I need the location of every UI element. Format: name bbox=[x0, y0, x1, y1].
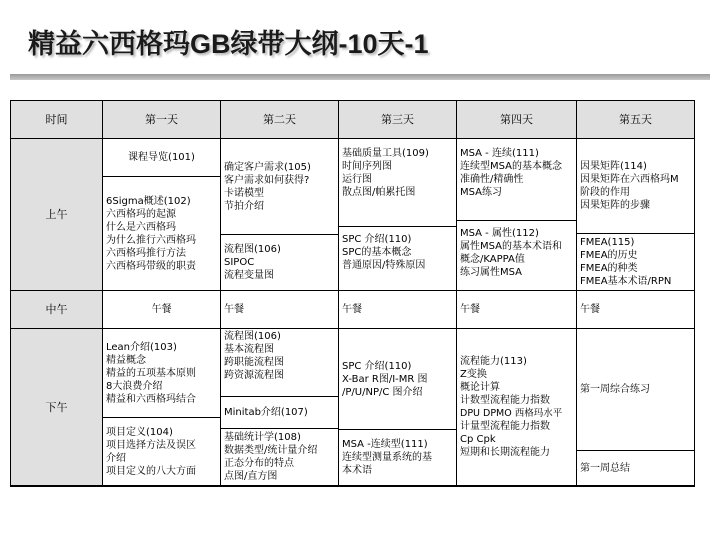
cell-line: 8大浪费介绍 bbox=[106, 380, 163, 392]
header-day2: 第二天 bbox=[220, 100, 339, 139]
cell-line: FMEA(115) bbox=[580, 237, 635, 248]
cell-line: 时间序列图 bbox=[342, 161, 392, 172]
cell-line: 介绍 bbox=[106, 452, 126, 464]
cell-line: 基础质量工具(109) bbox=[342, 148, 429, 159]
cell-line: 练习属性MSA bbox=[460, 267, 523, 278]
cell-line: 六西格玛的起源 bbox=[106, 208, 176, 220]
cell-line: SPC 介绍(110) bbox=[342, 360, 412, 372]
cell-line: 普通原因/特殊原因 bbox=[342, 260, 426, 271]
cell-line: 流程能力(113) bbox=[460, 356, 527, 367]
cell-line: 六西格玛带级的职责 bbox=[106, 260, 196, 272]
cell-line: 流程图(106) bbox=[224, 331, 281, 342]
cell-line: X-Bar R图/I-MR 图 bbox=[342, 373, 428, 385]
cell-line: 计数型流程能力指数 bbox=[460, 395, 550, 406]
cell-day4-lunch: 午餐 bbox=[456, 290, 577, 329]
cell-line: 什么是六西格玛 bbox=[106, 221, 176, 233]
cell-line: 流程变量图 bbox=[224, 270, 274, 281]
cell-line: 精益的五项基本原则 bbox=[106, 367, 196, 379]
cell-line: Cp Cpk bbox=[460, 434, 496, 445]
cell-line: 基本流程图 bbox=[224, 344, 274, 355]
cell-line: FMEA基本术语/RPN bbox=[580, 276, 672, 287]
cell-line: 短期和长期流程能力 bbox=[460, 447, 550, 458]
cell-line: MSA -连续型(111) bbox=[342, 439, 428, 450]
cell-line: 项目选择方法及误区 bbox=[106, 439, 196, 451]
cell-line: Z变换 bbox=[460, 369, 487, 380]
cell-day2-am-1 bbox=[220, 138, 339, 235]
cell-day1-pm-1 bbox=[102, 328, 221, 418]
cell-line: 阶段的作用 bbox=[580, 187, 630, 198]
cell-line: 计量型流程能力指数 bbox=[460, 421, 550, 432]
cell-line: DPU DPMO 西格玛水平 bbox=[460, 408, 563, 419]
cell-line: MSA练习 bbox=[460, 187, 503, 198]
cell-day1-am-1 bbox=[102, 138, 221, 177]
row-label-noon: 中午 bbox=[10, 290, 103, 329]
cell-day2-pm-3 bbox=[220, 428, 339, 486]
cell-line: FMEA的种类 bbox=[580, 263, 638, 274]
cell-line: 第一周综合练习 bbox=[580, 384, 650, 395]
page-title: 精益六西格玛GB绿带大纲-10天-1 bbox=[28, 29, 429, 59]
cell-day5-am-1 bbox=[576, 138, 695, 234]
row-label-afternoon: 下午 bbox=[10, 328, 103, 486]
cell-line: 项目定义的八大方面 bbox=[106, 465, 196, 477]
cell-day2-pm-2 bbox=[220, 396, 339, 429]
cell-day4-pm-1 bbox=[456, 328, 577, 486]
cell-day1-pm-2 bbox=[102, 417, 221, 486]
cell-day4-am-2 bbox=[456, 220, 577, 291]
cell-day5-lunch: 午餐 bbox=[576, 290, 695, 329]
cell-day5-pm-1 bbox=[576, 328, 695, 451]
cell-line: 属性MSA的基本术语和 bbox=[460, 241, 563, 252]
cell-day5-pm-2 bbox=[576, 450, 695, 486]
cell-day2-pm-1 bbox=[220, 328, 339, 397]
cell-line: 散点图/帕累托图 bbox=[342, 187, 416, 198]
cell-line: 跨资源流程图 bbox=[224, 370, 284, 381]
cell-line: 因果矩阵在六西格玛M bbox=[580, 174, 679, 185]
cell-line: 确定客户需求(105) bbox=[224, 161, 311, 173]
cell-day3-pm-2 bbox=[338, 429, 457, 486]
cell-line: 精益和六西格玛结合 bbox=[106, 393, 196, 405]
cell-line: 连续型测量系统的基 bbox=[342, 452, 432, 463]
cell-line: 概念/KAPPA值 bbox=[460, 254, 525, 265]
cell-day3-am-2 bbox=[338, 226, 457, 291]
header-day3: 第三天 bbox=[338, 100, 457, 139]
cell-line: 6Sigma概述(102) bbox=[106, 195, 191, 207]
cell-line: 第一周总结 bbox=[580, 462, 630, 474]
cell-day2-lunch: 午餐 bbox=[220, 290, 339, 329]
cell-line: FMEA的历史 bbox=[580, 250, 638, 261]
cell-line: 课程导览(101) bbox=[128, 152, 195, 163]
cell-line: SIPOC bbox=[224, 257, 255, 268]
row-label-morning: 上午 bbox=[10, 138, 103, 291]
cell-line: 运行图 bbox=[342, 174, 372, 185]
cell-day5-am-2 bbox=[576, 233, 695, 291]
cell-day1-am-2 bbox=[102, 176, 221, 291]
header-day5: 第五天 bbox=[576, 100, 695, 139]
cell-day2-am-2 bbox=[220, 234, 339, 291]
cell-line: MSA - 连续(111) bbox=[460, 148, 539, 159]
cell-line: 点图/直方图 bbox=[224, 471, 278, 482]
cell-day1-lunch: 午餐 bbox=[102, 290, 221, 329]
cell-line: 流程图(106) bbox=[224, 244, 281, 255]
cell-line: 连续型MSA的基本概念 bbox=[460, 161, 563, 172]
cell-line: 因果矩阵(114) bbox=[580, 161, 647, 172]
cell-line: 因果矩阵的步骤 bbox=[580, 200, 650, 211]
header-time: 时间 bbox=[10, 100, 103, 139]
cell-line: 本术语 bbox=[342, 465, 372, 476]
cell-line: MSA - 属性(112) bbox=[460, 228, 539, 239]
cell-line: 基础统计学(108) bbox=[224, 432, 301, 443]
cell-day3-lunch: 午餐 bbox=[338, 290, 457, 329]
cell-line: SPC的基本概念 bbox=[342, 247, 412, 258]
cell-line: Lean介绍(103) bbox=[106, 341, 177, 353]
cell-line: Minitab介绍(107) bbox=[224, 407, 308, 418]
cell-line: /P/U/NP/C 图介绍 bbox=[342, 386, 423, 398]
cell-line: 正态分布的特点 bbox=[224, 458, 294, 469]
cell-line: 六西格玛推行方法 bbox=[106, 247, 186, 259]
cell-line: 卡诺模型 bbox=[224, 187, 264, 199]
cell-line: 项目定义(104) bbox=[106, 426, 173, 438]
cell-day3-am-1 bbox=[338, 138, 457, 227]
cell-day3-pm-1 bbox=[338, 328, 457, 430]
cell-line: 数据类型/统计量介绍 bbox=[224, 445, 318, 456]
cell-day4-am-1 bbox=[456, 138, 577, 221]
cell-line: SPC 介绍(110) bbox=[342, 234, 412, 245]
cell-line: 客户需求如何获得? bbox=[224, 174, 310, 186]
header-day1: 第一天 bbox=[102, 100, 221, 139]
cell-line: 准确性/精确性 bbox=[460, 174, 524, 185]
header-day4: 第四天 bbox=[456, 100, 577, 139]
cell-line: 跨职能流程图 bbox=[224, 357, 284, 368]
cell-line: 为什么推行六西格玛 bbox=[106, 234, 196, 246]
cell-line: 精益概念 bbox=[106, 354, 146, 366]
cell-line: 概论计算 bbox=[460, 382, 500, 393]
cell-line: 节拍介绍 bbox=[224, 200, 264, 212]
